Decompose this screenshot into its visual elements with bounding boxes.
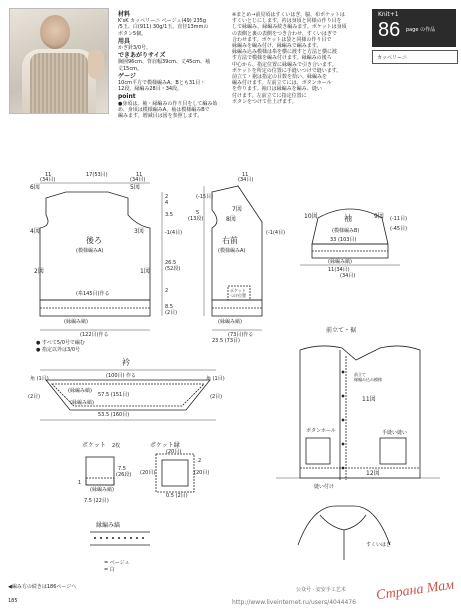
button-dot — [342, 395, 345, 398]
size-line: 丈15cm。 — [118, 65, 142, 72]
sleeve-subtitle: (模様編みB) — [332, 228, 360, 234]
sleeve-cuff-stitches: (34目) — [340, 273, 356, 279]
point-line: め、身頃は模様編みA、袖は模様編みBで — [118, 106, 210, 113]
front-diagram-8: 8図 — [226, 216, 236, 223]
instruction-line: す方法で模様を編み付けます。縁編みの後ろ — [232, 55, 332, 62]
stitch-mark — [130, 537, 132, 539]
back-top-left: 11 — [45, 172, 52, 178]
sleeve-top-dim: (-45目) — [390, 226, 408, 232]
front-diagram-7: 7図 — [232, 206, 242, 213]
sleeve-cuff-count: 11(34目) — [328, 267, 350, 273]
back-side-dim: 3.5 — [165, 212, 173, 218]
note-line: ● 指定以外は3/0号 — [36, 347, 80, 353]
point-heading: point — [118, 93, 136, 101]
back-side-dim: 8.5 — [165, 304, 173, 310]
pocket-height: 7.5 — [118, 466, 126, 472]
sleeve-title: 袖 — [344, 214, 352, 223]
pocket-height-rows: (26段) — [116, 472, 132, 478]
collar-corner-right: 角 (1目) — [206, 376, 225, 382]
collar-title: 衿 — [122, 358, 130, 367]
front-subtitle: (模様編みA) — [218, 248, 246, 254]
collar-band-label-2: (縁編み縞) — [70, 400, 94, 406]
edge-pattern-chart — [90, 532, 150, 545]
front-pocket-position: ポケット つけ位置 — [230, 288, 246, 298]
instruction-line: ボタンをつけて仕上げます。 — [232, 98, 297, 105]
collar-corner-left: 角 (1目) — [30, 376, 49, 382]
stitch-mark — [100, 537, 102, 539]
collar-bottom-width: 53.5 (160目) — [98, 412, 130, 418]
pocket-edge-height: 2 — [198, 458, 202, 464]
front-side-dim: (-1(4目) — [266, 230, 286, 236]
brand-page-label: page の作品 — [406, 27, 436, 33]
front-top-dim: 11 — [242, 172, 249, 178]
materials-line: K'sK カッペリーニ ベージュ(49) 235g — [118, 18, 207, 25]
pocket-title: ポケット — [82, 442, 106, 449]
instruction-line: 編み付けます。左前立てには、ボタンホール — [232, 80, 332, 87]
button-dot — [342, 467, 345, 470]
button-dot — [342, 419, 345, 422]
back-diagram-5: 5図 — [130, 184, 140, 191]
sleeve-diagram-10: 10図 — [304, 213, 318, 220]
sleeve-diagram-9: 9図 — [374, 213, 384, 220]
size-heading: できあがりサイズ — [118, 52, 166, 60]
instruction-line: 前立て・裾は指定の目数を拾い、縁編みを — [232, 74, 328, 81]
collar-count: (100目) 作る — [106, 373, 137, 379]
note-line: ● すべて5/0号で編む — [36, 340, 85, 346]
assembly-sewing-note: 手縫い縫い — [382, 430, 408, 436]
continued-note: ◀編み方の続きは186ページへ — [8, 584, 77, 590]
assembly-pocket-left — [306, 438, 330, 464]
point-line: ●身頃は、袖・縁編みの作り目をして編み始 — [118, 100, 218, 107]
front-bottom-dim: 23.5 (73目) — [212, 338, 240, 344]
instruction-line: すくいとじにします。衿は身頃と同様の作り目を — [232, 18, 342, 25]
stitch-mark — [94, 537, 96, 539]
collar-band-label: (縁編み縞) — [68, 388, 92, 394]
back-band-label: (縁編み縞) — [64, 319, 88, 325]
gauge-line: 10cm平方で模様編みA、Bとも31目・ — [118, 80, 206, 87]
instruction-line: して縁編み、縁編み続き編みます。ポケットは身頃 — [232, 24, 347, 31]
back-subtitle: (模様編みA) — [76, 248, 104, 254]
back-diagram-2: 2図 — [34, 268, 44, 275]
instruction-line: 付けます。左前立てに指定位置に — [232, 92, 307, 99]
pocket-count: 2枚 — [112, 443, 121, 449]
pocket-edge-right-count: (20目) — [194, 470, 210, 476]
assembly-title: 前立て・裾 — [326, 327, 357, 334]
front-side-dim: (13段) — [188, 216, 204, 222]
pocket-edge-title: ポケット縁 — [150, 442, 180, 449]
wechat-credit: 公众号 · 安安手工艺术 — [296, 587, 346, 593]
stitch-mark — [136, 537, 138, 539]
back-diagram-3: 3図 — [134, 228, 144, 235]
instruction-line: ポケットを所定の位置に手縫いつけで縫います。 — [232, 67, 342, 74]
assembly-diagram-11: 11図 — [362, 396, 376, 403]
size-line: 胸囲96cm、背肩幅39cm、丈45cm、袖 — [118, 59, 210, 66]
back-width-note: (糸145目)作る — [76, 291, 110, 297]
tools-heading: 用具 — [118, 37, 131, 45]
back-bottom-count: (122目)作る — [80, 332, 109, 338]
front-side-dim: (-15目) — [196, 194, 214, 200]
button-dot — [342, 371, 345, 374]
front-bottom-count: (73目)作る — [228, 332, 254, 338]
stitch-mark — [142, 537, 144, 539]
back-piece-outline — [40, 192, 150, 300]
front-top-count: (34目) — [238, 177, 254, 183]
instruction-line: 合わせます。ポケットは袋と同様の作り目で — [232, 36, 332, 43]
edge-pattern-key-beige: = ベージュ — [104, 560, 130, 566]
pocket-edge-outline — [162, 460, 188, 486]
pocket-width: 7.5 (22目) — [84, 498, 109, 504]
watermark-logo: Страна Мам — [375, 577, 456, 604]
page-number: 185 — [8, 598, 18, 604]
assembly-pocket-right — [380, 438, 406, 464]
pocket-band-label: (縁編み縞) — [90, 487, 114, 493]
pocket-edge-left-count: (20目) — [140, 470, 156, 476]
instruction-line: ※まとめ→前見頃はすくいはぎ、脇、布ポケットは — [232, 12, 345, 18]
back-title: 後ろ — [86, 236, 102, 245]
back-side-dim: -1(4目) — [165, 230, 183, 236]
collar-left-count: (2目) — [28, 394, 41, 400]
back-side-dim: 4 — [165, 200, 169, 206]
instruction-line: を作ります。袖口は縁編みを編み、縫い — [232, 86, 322, 93]
back-side-dim: 26.5 — [165, 260, 177, 266]
sleeve-top-dim: (-11目) — [390, 216, 408, 222]
tools-line: かぎ針3/0号。 — [118, 45, 152, 52]
gauge-heading: ゲージ — [118, 72, 136, 80]
materials-line: ボタン5個。 — [118, 30, 147, 37]
assembly-buttonhole-note: ボタンホール — [306, 428, 336, 434]
sleeve-band-label: (縁編み縞) — [328, 259, 352, 265]
button-dot — [342, 443, 345, 446]
assembly-diagram-12: 12図 — [366, 470, 380, 477]
back-diagram-4: 4図 — [30, 228, 40, 235]
stitch-mark — [118, 537, 120, 539]
back-side-dim: (52段) — [165, 266, 181, 272]
back-diagram-1: 1図 — [140, 268, 150, 275]
stitch-mark — [106, 537, 108, 539]
back-top-right: 11 — [136, 172, 143, 178]
edge-pattern-key-white: = 白 — [104, 567, 115, 573]
assembly-seam-note: すくいはぎ — [366, 542, 392, 548]
front-side-dim: 5 — [196, 210, 200, 216]
point-line: 編みます。増減目は図を参照します。 — [118, 113, 203, 120]
button-dots — [342, 371, 345, 470]
back-top-right-count: (34目) — [130, 177, 146, 183]
gauge-line: 12段、縁編み28目・34段。 — [118, 86, 183, 93]
instruction-line: 中心から、指定位置に縁編みで引き合います。 — [232, 61, 337, 68]
assembly-outline — [300, 346, 420, 478]
brand-subtitle: カッペリーニ — [377, 55, 407, 61]
front-band-label: (縁編み縞) — [218, 319, 242, 325]
sleeve-width: 33 (103目) — [330, 237, 357, 243]
back-side-dim: 2 — [165, 194, 169, 200]
assembly-front-band-note: 前立て 縁編み込み模様 — [354, 372, 382, 382]
edge-pattern-title: 縁編み縞 — [96, 522, 121, 529]
pocket-edge-dim: 1 — [78, 480, 82, 486]
instruction-line: の表側と裏の表側をつき合わせ、すくいはぎで — [232, 30, 337, 37]
pocket-edge-top-count: (20目) — [166, 449, 182, 455]
back-top-middle: 17(53目) — [86, 172, 108, 178]
pocket-edge-bottom-count: 0.5 (2目) — [166, 493, 188, 499]
stitch-mark — [124, 537, 126, 539]
back-diagram-6: 6図 — [30, 184, 40, 191]
pocket-outline — [86, 457, 114, 485]
stitch-symbols — [94, 537, 144, 539]
stitch-mark — [112, 537, 114, 539]
collar-right-count: (2目) — [210, 394, 223, 400]
collar-width: 57.5 (151目) — [98, 392, 130, 398]
instruction-line: 縁編み込み模様は糸を横に渡すと方法と横に渡 — [232, 49, 338, 56]
source-url: http://www.liveinternet.ru/users/4044476 — [232, 599, 356, 606]
instruction-line: 縁編みを編み付け、縁編みで編みます。 — [232, 43, 322, 50]
assembly-attach-note: 縫い付け — [314, 484, 335, 490]
brand-number: 86 — [378, 19, 401, 41]
materials-line: /5玉、白(911) 30g/1玉、直径13mmの — [118, 24, 209, 31]
materials-heading: 材料 — [118, 11, 131, 18]
back-side-dim: (2目) — [165, 310, 178, 316]
back-side-dim: 2 — [165, 288, 169, 294]
back-top-left-count: (34目) — [40, 177, 56, 183]
front-title: 右前 — [222, 236, 238, 245]
brand-series: Knit+1 — [378, 11, 399, 18]
